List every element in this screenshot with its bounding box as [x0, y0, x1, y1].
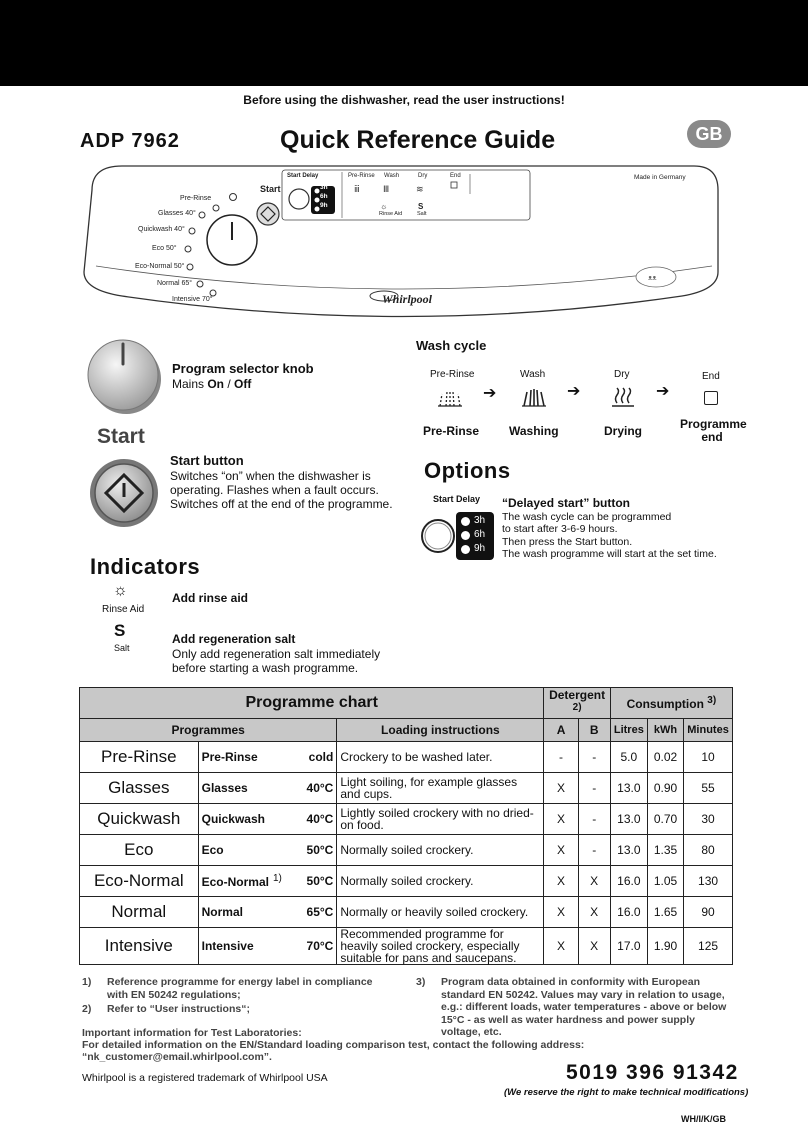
panel-delay-6h: 6h — [320, 193, 328, 200]
language-badge: GB — [687, 120, 731, 148]
cycle-step-dry-label: Dry — [614, 369, 630, 380]
minutes-value: 90 — [684, 897, 733, 928]
start-big-label: Start — [97, 425, 145, 448]
table-row — [80, 773, 733, 804]
panel-label-quickwash: Quickwash 40° — [138, 226, 185, 233]
cycle-step-end-label: End — [702, 371, 720, 382]
minutes-value: 30 — [684, 804, 733, 835]
svg-text:ⅲ: ⅲ — [354, 184, 360, 194]
col-minutes: Minutes — [684, 719, 733, 742]
panel-label-glasses: Glasses 40° — [158, 210, 196, 217]
col-programmes: Programmes — [80, 719, 337, 742]
programme-name: Eco-Normal $^{1)}$ — [198, 866, 297, 897]
panel-cycle-wash: Wash — [384, 173, 400, 179]
delay-option-9h: 9h — [474, 543, 486, 554]
detergent-b: - — [578, 804, 610, 835]
model-number: ADP 7962 — [80, 130, 180, 152]
panel-label-eco-normal: Eco-Normal 50° — [135, 263, 185, 270]
panel-delay-3h: 3h — [320, 184, 328, 191]
litres-value: 16.0 — [610, 866, 647, 897]
col-b: B — [578, 719, 610, 742]
programme-temperature: 40°C — [297, 773, 337, 804]
panel-rinse-aid-label: Rinse Aid — [379, 211, 403, 217]
arrow-right-icon: ➔ — [656, 383, 670, 400]
arrow-right-icon: ➔ — [483, 385, 497, 402]
end-square-icon — [704, 391, 718, 405]
panel-made-in: Made in Germany — [634, 174, 686, 181]
loading-instructions: Normally soiled crockery. — [337, 835, 544, 866]
selector-title: Program selector knob — [172, 361, 314, 376]
litres-value: 5.0 — [610, 742, 647, 773]
page-title: Quick Reference Guide — [280, 126, 556, 154]
dry-heat-icon — [609, 386, 637, 413]
selector-knob-icon — [86, 338, 164, 416]
consumption-header: Consumption $^{3)}$ — [610, 688, 732, 719]
document-code: 5019 396 91342 — [566, 1061, 739, 1084]
cycle-caption-end: Programme end — [680, 417, 747, 444]
kwh-value: 0.02 — [647, 742, 683, 773]
panel-cycle-pre-rinse: Pre-Rinse — [348, 173, 375, 179]
kwh-value: 1.90 — [647, 928, 683, 965]
programme-name: Pre-Rinse — [198, 742, 297, 773]
minutes-value: 55 — [684, 773, 733, 804]
salt-icon-label: Salt — [114, 643, 130, 653]
options-title: “Delayed start” button — [502, 496, 631, 510]
delay-led-9h — [461, 545, 470, 554]
start-button-icon — [88, 457, 160, 529]
cycle-caption-washing: Washing — [509, 424, 559, 438]
programme-display-name: Glasses — [80, 773, 199, 804]
cycle-caption-drying: Drying — [604, 424, 643, 438]
minutes-value: 80 — [684, 835, 733, 866]
litres-value: 13.0 — [610, 804, 647, 835]
delay-option-6h: 6h — [474, 529, 486, 540]
panel-rinse-aid-icon: ☼ — [380, 202, 388, 211]
wash-cycle-heading: Wash cycle — [416, 338, 487, 353]
panel-salt-icon: S — [418, 202, 424, 211]
footnote-3-text: Program data obtained in conformity with European standard EN 50242. Values may vary in relation to usage, e.g.: different loads, water temperatures - above or below 15°C - as well as water hardness and power supply voltage, etc. — [441, 976, 727, 1038]
detergent-b: - — [578, 835, 610, 866]
loading-instructions: Recommended programme for heavily soiled crockery, especially suitable for pans and saucepans. — [337, 928, 544, 965]
delay-option-3h: 3h — [474, 515, 486, 526]
salt-title: Add regeneration salt — [172, 632, 296, 646]
intro-note: Before using the dishwasher, read the user instructions! — [243, 93, 565, 107]
footnote-1-text: Reference programme for energy label in compliance with EN 50242 regulations; — [107, 976, 373, 1001]
detergent-a: X — [544, 866, 578, 897]
panel-brand-logo: Whirlpool — [382, 292, 433, 306]
reserve-note: (We reserve the right to make technical modifications) — [504, 1087, 749, 1098]
table-row — [80, 804, 733, 835]
delay-button-icon — [420, 516, 456, 561]
table-row — [80, 897, 733, 928]
loading-instructions: Normally soiled crockery. — [337, 866, 544, 897]
start-desc: Switches “on” when the dishwasher is operating. Flashes when a fault occurs. Switches off at the end of the programme. — [170, 469, 393, 511]
prerinse-spray-icon — [436, 386, 464, 413]
kwh-value: 0.90 — [647, 773, 683, 804]
programme-display-name: Pre-Rinse — [80, 742, 199, 773]
salt-desc: Only add regeneration salt immediately before starting a wash programme. — [172, 647, 381, 675]
kwh-value: 1.35 — [647, 835, 683, 866]
delay-indicator-panel — [456, 512, 494, 560]
chart-title: Programme chart — [80, 688, 544, 719]
programme-display-name: Quickwash — [80, 804, 199, 835]
indicators-heading: Indicators — [90, 554, 201, 579]
panel-delay-label: Start Delay — [287, 173, 319, 179]
minutes-value: 130 — [684, 866, 733, 897]
programme-temperature: 50°C — [297, 866, 337, 897]
rinse-aid-title: Add rinse aid — [172, 591, 249, 605]
table-row — [80, 742, 733, 773]
detergent-a: - — [544, 742, 578, 773]
wash-spray-icon — [520, 386, 548, 413]
kwh-value: 0.70 — [647, 804, 683, 835]
delay-led-6h — [461, 531, 470, 540]
table-row — [80, 835, 733, 866]
test-info-email: “nk_customer@email.whirlpool.com”. — [82, 1051, 272, 1063]
panel-start-label: Start — [260, 184, 281, 194]
programme-name: Quickwash — [198, 804, 297, 835]
programme-temperature: 70°C — [297, 928, 337, 965]
table-row — [80, 866, 733, 897]
footnote-2-num: 2) — [82, 1003, 92, 1015]
programme-name: Eco — [198, 835, 297, 866]
options-line-3: Then press the Start button. — [502, 536, 633, 548]
col-a: A — [544, 719, 578, 742]
minutes-value: 125 — [684, 928, 733, 965]
options-delay-label: Start Delay — [433, 494, 481, 504]
detergent-b: - — [578, 742, 610, 773]
programme-name: Normal — [198, 897, 297, 928]
cycle-step-wash-label: Wash — [520, 369, 546, 380]
litres-value: 13.0 — [610, 773, 647, 804]
selector-desc: Mains On / Off — [172, 377, 252, 391]
table-row — [80, 928, 733, 965]
control-panel-illustration — [82, 162, 720, 322]
options-heading: Options — [424, 458, 511, 483]
options-line-2: to start after 3-6-9 hours. — [502, 523, 618, 535]
delay-led-3h — [461, 517, 470, 526]
panel-label-intensive: Intensive 70° — [172, 296, 213, 303]
panel-cycle-dry: Dry — [418, 173, 428, 179]
loading-instructions: Light soiling, for example glasses and cups. — [337, 773, 544, 804]
trademark-note: Whirlpool is a registered trademark of Whirlpool USA — [82, 1072, 328, 1084]
start-title: Start button — [170, 453, 244, 468]
programme-temperature: 40°C — [297, 804, 337, 835]
programme-display-name: Eco-Normal — [80, 866, 199, 897]
programme-display-name: Eco — [80, 835, 199, 866]
detergent-a: X — [544, 804, 578, 835]
rinse-aid-icon: ☼ — [113, 582, 128, 599]
programme-temperature: 65°C — [297, 897, 337, 928]
panel-label-pre-rinse: Pre-Rinse — [180, 195, 212, 202]
test-info-body: For detailed information on the EN/Standard loading comparison test, contact the following address: — [82, 1039, 585, 1051]
footnote-3-num: 3) — [416, 976, 426, 988]
cycle-step-prerinse-label: Pre-Rinse — [430, 369, 475, 380]
kwh-value: 1.05 — [647, 866, 683, 897]
panel-salt-label: Salt — [417, 211, 427, 217]
detergent-b: - — [578, 773, 610, 804]
litres-value: 16.0 — [610, 897, 647, 928]
panel-cycle-end: End — [450, 173, 461, 179]
loading-instructions: Crockery to be washed later. — [337, 742, 544, 773]
programme-display-name: Normal — [80, 897, 199, 928]
detergent-a: X — [544, 928, 578, 965]
test-info-title: Important information for Test Laboratories: — [82, 1027, 302, 1039]
svg-text:Ⅲ: Ⅲ — [383, 184, 390, 194]
programme-temperature: cold — [297, 742, 337, 773]
salt-icon: S — [114, 621, 126, 640]
panel-delay-9h: 9h — [320, 202, 328, 209]
arrow-right-icon: ➔ — [567, 383, 581, 400]
litres-value: 17.0 — [610, 928, 647, 965]
svg-text:≋: ≋ — [416, 184, 424, 194]
top-black-bar — [0, 0, 808, 86]
programme-temperature: 50°C — [297, 835, 337, 866]
rinse-aid-icon-label: Rinse Aid — [102, 604, 145, 615]
kwh-value: 1.65 — [647, 897, 683, 928]
detergent-header: Detergent $^{2)}$ — [544, 688, 610, 719]
footnote-2-text: Refer to “User instructions“; — [107, 1003, 250, 1015]
programme-name: Glasses — [198, 773, 297, 804]
svg-text:ᴥᴥ: ᴥᴥ — [648, 275, 657, 282]
detergent-a: X — [544, 773, 578, 804]
col-loading: Loading instructions — [337, 719, 544, 742]
language-code: WH/I/K/GB — [681, 1114, 726, 1123]
litres-value: 13.0 — [610, 835, 647, 866]
loading-instructions: Lightly soiled crockery with no dried-on food. — [337, 804, 544, 835]
loading-instructions: Normally or heavily soiled crockery. — [337, 897, 544, 928]
col-litres: Litres — [610, 719, 647, 742]
cycle-caption-prerinse: Pre-Rinse — [423, 424, 480, 438]
panel-label-normal: Normal 65° — [157, 280, 193, 287]
chart-rows — [80, 742, 733, 965]
footnote-1-num: 1) — [82, 976, 92, 988]
options-line-1: The wash cycle can be programmed — [502, 511, 672, 523]
detergent-b: X — [578, 928, 610, 965]
panel-label-eco: Eco 50° — [152, 245, 177, 252]
col-kwh: kWh — [647, 719, 683, 742]
detergent-b: X — [578, 866, 610, 897]
minutes-value: 10 — [684, 742, 733, 773]
options-line-4: The wash programme will start at the set time. — [502, 548, 717, 560]
detergent-a: X — [544, 835, 578, 866]
programme-chart-table — [79, 687, 733, 965]
programme-name: Intensive — [198, 928, 297, 965]
programme-display-name: Intensive — [80, 928, 199, 965]
detergent-a: X — [544, 897, 578, 928]
detergent-b: X — [578, 897, 610, 928]
